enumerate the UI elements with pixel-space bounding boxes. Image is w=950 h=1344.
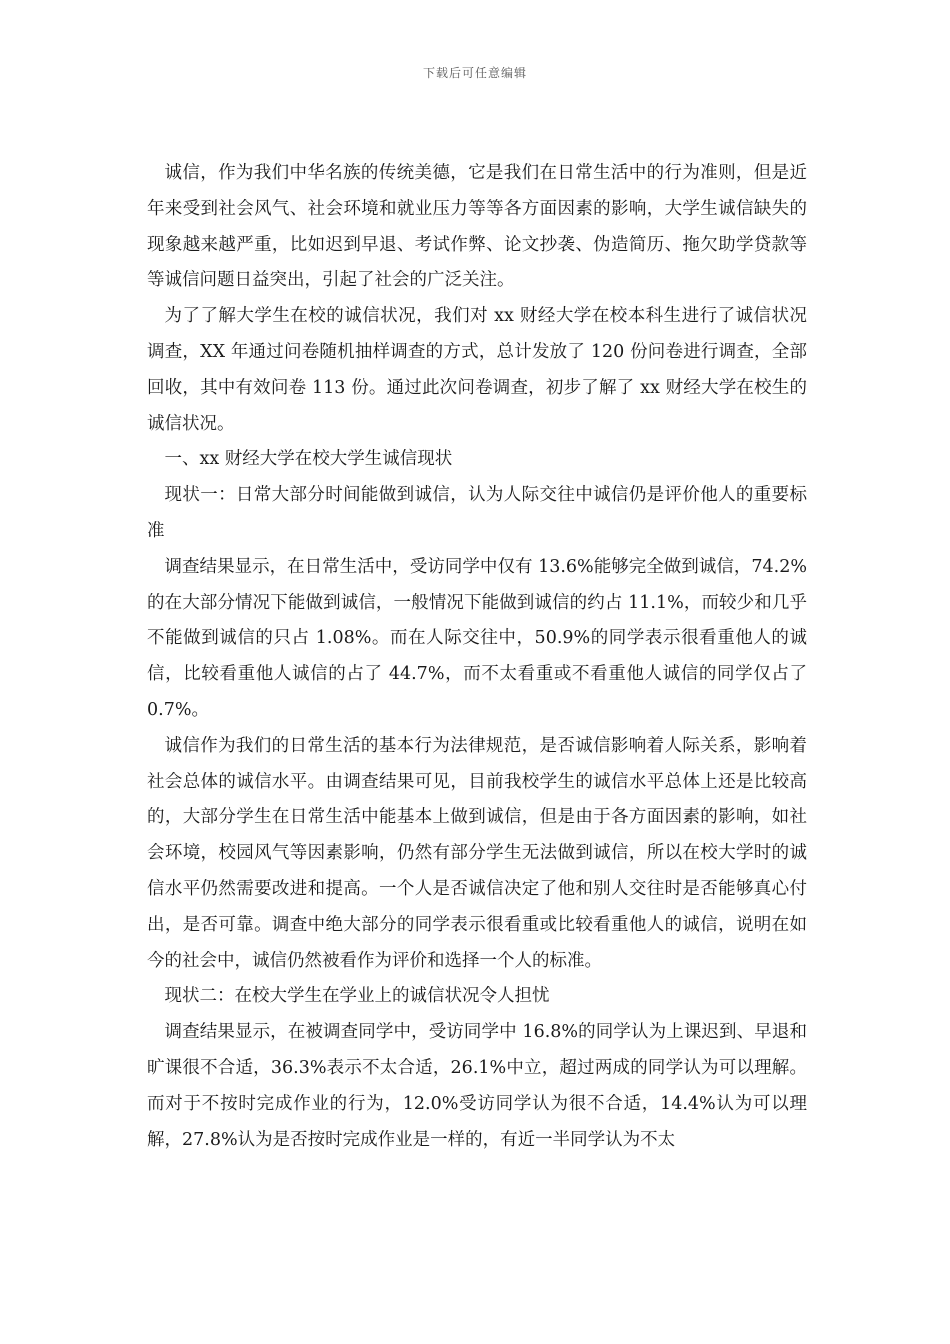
- subheading-status-one: 现状一：日常大部分时间能做到诚信，认为人际交往中诚信仍是评价他人的重要标准: [147, 485, 807, 541]
- paragraph-survey-method: 为了了解大学生在校的诚信状况，我们对 xx 财经大学在校本科生进行了诚信状况调查，XX 年通过问卷随机抽样调查的方式，总计发放了 120 份问卷进行调查，全部回收，其中有效问卷 113 份。通过此次问卷调查，初步了解了 xx 财经大学在校生的诚信状况。: [147, 306, 807, 434]
- document-body: [147, 156, 807, 1158]
- paragraph-status-one-analysis: 诚信作为我们的日常生活的基本行为法律规范，是否诚信影响着人际关系，影响着社会总体的诚信水平。由调查结果可见，目前我校学生的诚信水平总体上还是比较高的，大部分学生在日常生活中能基本上做到诚信，但是由于各方面因素的影响，如社会环境，校园风气等因素影响，仍然有部分学生无法做到诚信，所以在校大学时的诚信水平仍然需要改进和提高。一个人是否诚信决定了他和别人交往时是否能够真心付出，是否可靠。调查中绝大部分的同学表示很看重或比较看重他人的诚信，说明在如今的社会中，诚信仍然被看作为评价和选择一个人的标准。: [147, 735, 807, 971]
- section-heading-status: 一、xx 财经大学在校大学生诚信现状: [164, 449, 453, 470]
- paragraph-intro: 诚信，作为我们中华名族的传统美德，它是我们在日常生活中的行为准则，但是近年来受到社会风气、社会环境和就业压力等等各方面因素的影响，大学生诚信缺失的现象越来越严重，比如迟到早退、考试作弊、论文抄袭、伪造简历、拖欠助学贷款等等诚信问题日益突出，引起了社会的广泛关注。: [147, 163, 807, 291]
- paragraph-status-one-results: 调查结果显示，在日常生活中，受访同学中仅有 13.6%能够完全做到诚信，74.2%的在大部分情况下能做到诚信，一般情况下能做到诚信的约占 11.1%，而较少和几乎不能做到诚信的只占 1.08%。而在人际交往中，50.9%的同学表示很看重他人的诚信，比较看重他人诚信的占了 44.7%，而不太看重或不看重他人诚信的同学仅占了 0.7%。: [147, 556, 807, 720]
- paragraph-status-two-results: 调查结果显示，在被调查同学中，受访同学中 16.8%的同学认为上课迟到、早退和旷课很不合适，36.3%表示不太合适，26.1%中立，超过两成的同学认为可以理解。而对于不按时完成作业的行为，12.0%受访同学认为很不合适，14.4%认为可以理解，27.8%认为是否按时完成作业是一样的，有近一半同学认为不太: [147, 1022, 807, 1150]
- subheading-status-two: 现状二：在校大学生在学业上的诚信状况令人担忧: [164, 986, 550, 1007]
- page-header-note: 下载后可任意编辑: [422, 66, 527, 80]
